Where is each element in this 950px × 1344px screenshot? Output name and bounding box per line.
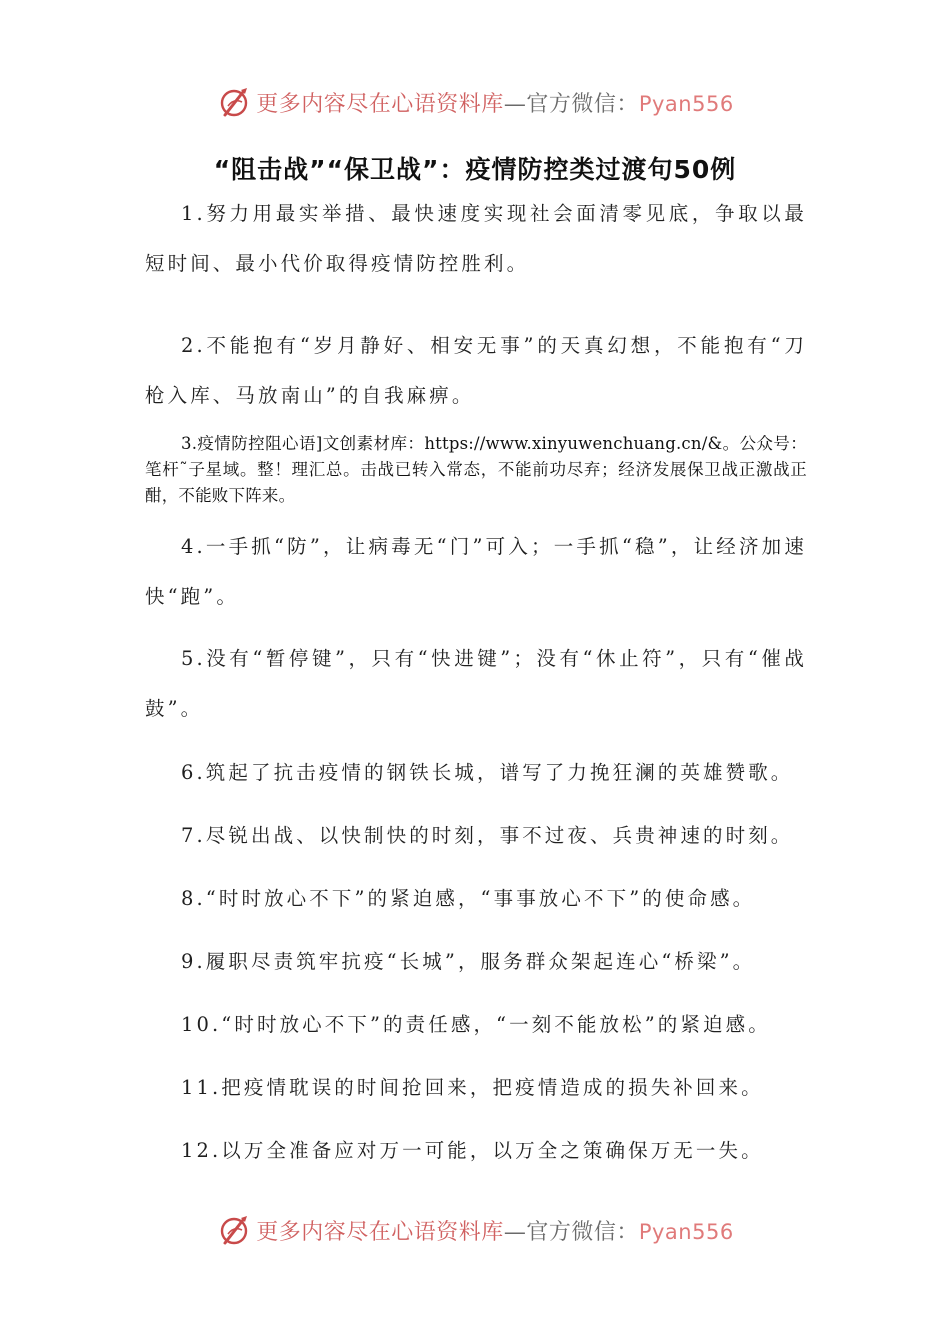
pen-logo-icon: [216, 1212, 252, 1248]
document-title: “阻击战”“保卫战”：疫情防控类过渡句50例: [213, 155, 737, 184]
list-item: 4.一手抓“防”，让病毒无“门”可入；一手抓“稳”，让经济加速快“跑”。: [145, 535, 807, 608]
list-item: 12.以万全准备应对万一可能，以万全之策确保万无一失。: [181, 1139, 764, 1162]
list-item: 2.不能抱有“岁月静好、相安无事”的天真幻想，不能抱有“刀枪入库、马放南山”的自我麻痹。: [145, 334, 807, 407]
list-item: 11.把疫情耽误的时间抢回来，把疫情造成的损失补回来。: [181, 1076, 764, 1099]
list-item: 1.努力用最实举措、最快速度实现社会面清零见底，争取以最短时间、最小代价取得疫情防控胜利。: [145, 202, 807, 275]
pen-logo-icon: [216, 84, 252, 120]
list-item: 3.疫情防控阻心语]文创素材库：https://www.xinyuwenchuang.cn/&。公众号：笔杆˜子星域。整！理汇总。击战已转入常态，不能前功尽弃；经济发展保卫战正激战正酣，不能败下阵来。: [145, 434, 807, 505]
watermark-text: 更多内容尽在心语资料库—官方微信：Pyan556: [256, 91, 734, 117]
list-item: 10.“时时放心不下”的责任感，“一刻不能放松”的紧迫感。: [181, 1013, 771, 1036]
list-item: 7.尽锐出战、以快制快的时刻，事不过夜、兵贵神速的时刻。: [181, 824, 794, 847]
footer-watermark: [0, 1208, 950, 1252]
list-item: 6.筑起了抗击疫情的钢铁长城，谱写了力挽狂澜的英雄赞歌。: [181, 761, 794, 784]
watermark-text: 更多内容尽在心语资料库—官方微信：Pyan556: [256, 1219, 734, 1245]
list-item: 8.“时时放心不下”的紧迫感，“事事放心不下”的使命感。: [181, 887, 756, 910]
header-watermark: [0, 80, 950, 124]
list-item: 5.没有“暂停键”，只有“快进键”；没有“休止符”，只有“催战鼓”。: [145, 647, 807, 720]
list-item: 9.履职尽责筑牢抗疫“长城”，服务群众架起连心“桥梁”。: [181, 950, 756, 973]
